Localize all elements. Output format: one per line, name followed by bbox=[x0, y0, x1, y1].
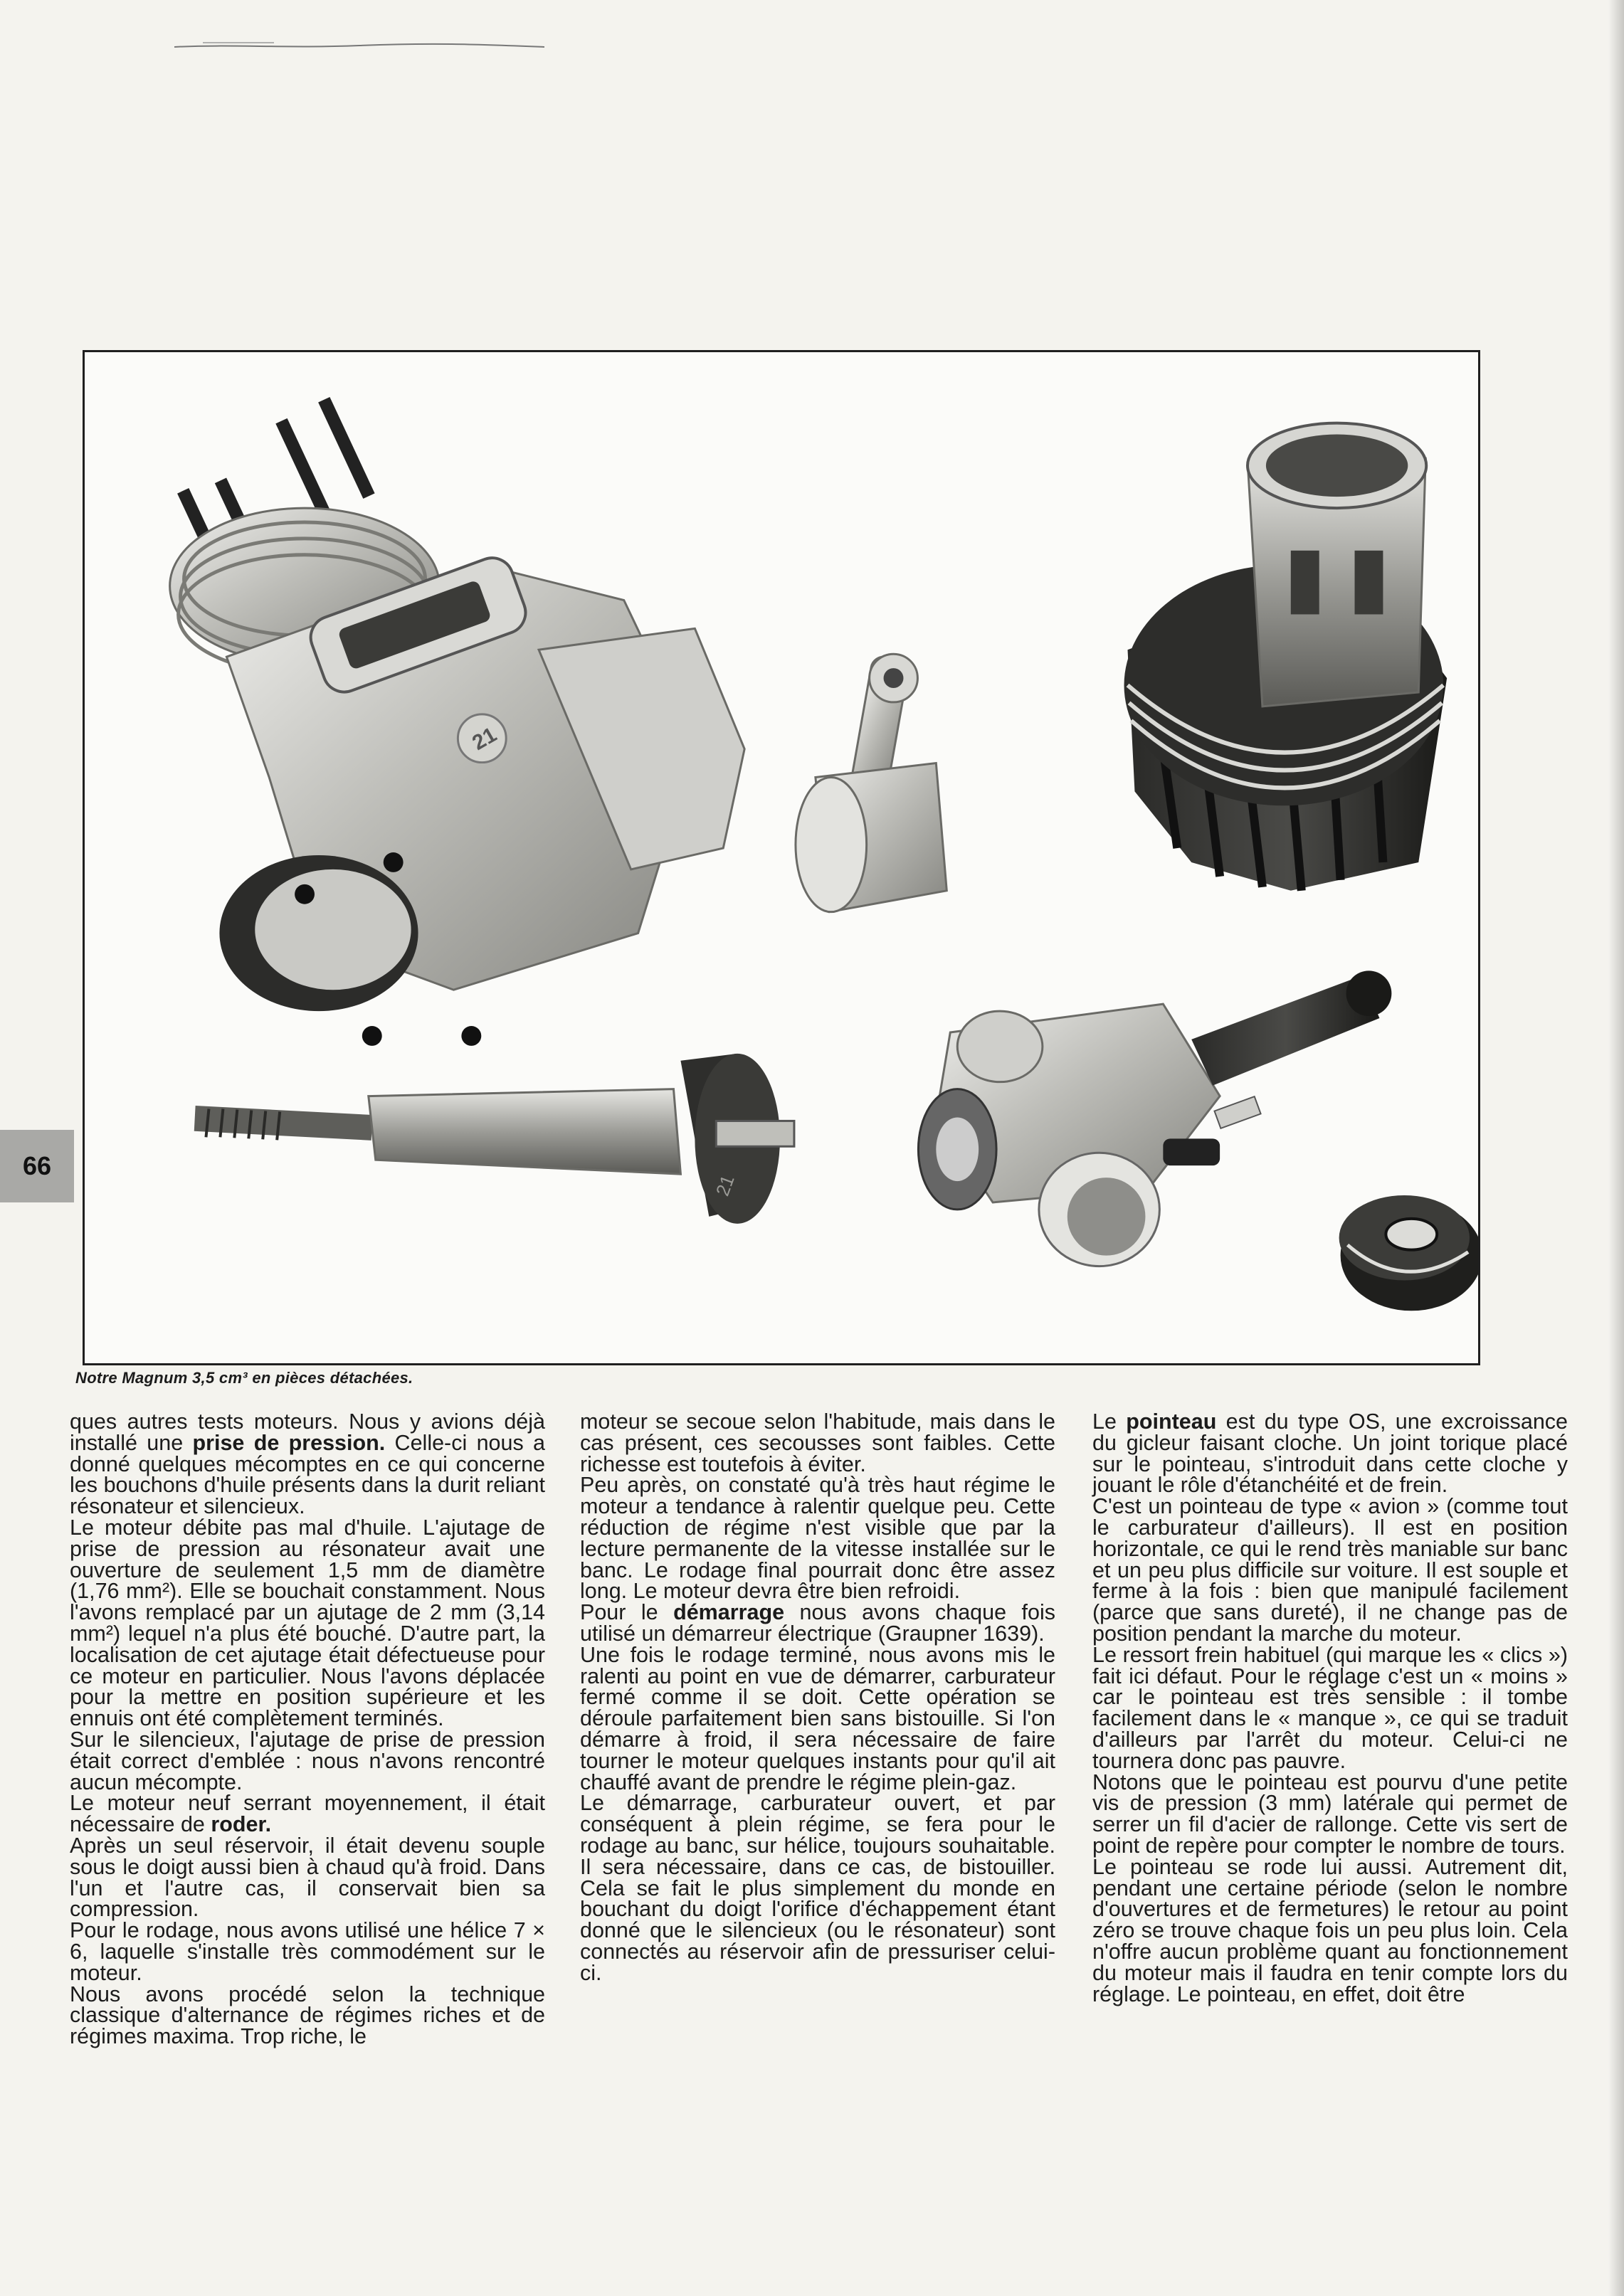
crankshaft-part bbox=[194, 1054, 794, 1224]
text-run: nous avons chaque fois utilisé un démarreur électrique (Graupner 1639). bbox=[580, 1600, 1055, 1646]
text-run: Notons que le pointeau est pourvu d'une petite vis de pression (3 mm) latérale qui permet de serrer un fil d'acier de rallonge. Cette vis sert de point de repère pour compter le nombre de tours. bbox=[1092, 1769, 1568, 1858]
text-run: Une fois le rodage terminé, nous avons mis le ralenti au point en vue de démarrer, carburateur fermé comme il se doit. Cette opération se déroule parfaitement bien sans bistouille. Si l'on démarre à froid, il sera nécessaire de faire tourner le moteur quelques instants pour qu'il ait chauffé avant de prendre le régime plein-gaz. bbox=[580, 1642, 1055, 1794]
highlight-term: démarrage bbox=[673, 1600, 785, 1625]
photo-caption: Notre Magnum 3,5 cm³ en pièces détachées. bbox=[75, 1369, 413, 1387]
paragraph bbox=[580, 1793, 1055, 1984]
text-run: Le démarrage, carburateur ouvert, et par conséquent à plein régime, se fera pour le rodage au banc, sur hélice, toujours souhaitable. Il sera nécessaire, dans ce cas, de bistouiller. Cela se fait le plus simplement du monde en bouchant du doigt l'orifice d'échappement étant donné que le silencieux (ou le résonateur) sont connectés au réservoir afin de pressuriser celui-ci. bbox=[580, 1791, 1055, 1985]
paragraph bbox=[70, 1793, 545, 1836]
paragraph bbox=[70, 1984, 545, 2048]
paragraph bbox=[1092, 1854, 1568, 2006]
paragraph bbox=[580, 1409, 1055, 1476]
text-run: Le ressort frein habituel (qui marque les « clics ») fait ici défaut. Pour le réglage c'est un « moins » car le pointeau est très sensible : il tombe facilement dans le « manque », ce qui se traduit d'ailleurs par l'arrêt du moteur. Celui-ci ne tournera donc pas pauvre. bbox=[1092, 1642, 1568, 1773]
text-run: Celle-ci nous a donné quelques mécomptes en ce qui concerne les bouchons d'huile présents dans la durit reliant résonateur et silencieux. bbox=[70, 1430, 545, 1519]
drive-disc-part bbox=[1339, 1195, 1478, 1311]
text-run: Après un seul réservoir, il était devenu souple sous le doigt aussi bien à chaud qu'à froid. Dans l'un et l'autre cas, il conservait bien sa compression. bbox=[70, 1833, 545, 1922]
text-run: Peu après, on constaté qu'à très haut régime le moteur a tendance à ralentir quelque peu. Cette réduction de régime n'est visible que par la lecture permanente de la vitesse installée sur le banc. Le rodage final pourrait donc être assez long. Le moteur devra être bien refroidi. bbox=[580, 1473, 1055, 1604]
crankshaft-stamp: 21 bbox=[712, 1173, 739, 1199]
text-run: Nous avons procédé selon la technique classique d'alternance de régimes riches et de régimes maxima. Trop riche, le bbox=[70, 1982, 545, 2049]
engine-parts-photo bbox=[83, 350, 1480, 1365]
paragraph bbox=[1092, 1642, 1568, 1773]
paragraph bbox=[70, 1920, 545, 1984]
highlight-term: pointeau bbox=[1126, 1409, 1217, 1434]
page-edge-shadow bbox=[1608, 0, 1624, 2296]
page-number-tab bbox=[0, 1130, 74, 1202]
crankcase-stamp: 21 bbox=[468, 722, 501, 756]
paragraph bbox=[70, 1833, 545, 1922]
text-run: Le moteur débite pas mal d'huile. L'ajutage de prise de pression au résonateur avait une ouverture de seulement 1,5 mm de diamètre (1,76 mm²). Elle se bouchait constamment. Nous l'avons remplacé par un ajutage de 2 mm (3,14 mm²) lequel n'a plus été bouché. D'autre part, la localisation de cet ajutage était défectueuse pour ce moteur en particulier. Nous l'avons déplacée pour la mettre en position supérieure et les ennuis ont été complètement terminés. bbox=[70, 1515, 545, 1731]
text-column-1 bbox=[70, 1409, 545, 2049]
text-column-2 bbox=[580, 1409, 1055, 1985]
paragraph bbox=[580, 1475, 1055, 1602]
text-run: Le moteur neuf serrant moyennement, il était nécessaire de bbox=[70, 1791, 545, 1837]
text-run: est du type OS, une excroissance du gicleur faisant cloche. Un joint torique placé sur le pointeau, s'introduit dans cette cloche y jouant le rôle d'étanchéité et de frein. bbox=[1092, 1409, 1568, 1498]
paragraph bbox=[580, 1642, 1055, 1794]
text-run: ques autres tests moteurs. Nous y avions déjà installé une bbox=[70, 1409, 545, 1455]
paragraph bbox=[70, 1409, 545, 1519]
text-run: C'est un pointeau de type « avion » (comme tout le carburateur d'ailleurs). Il est en position horizontale, ce qui le rend très maniable sur banc et un peu plus difficile sur voiture. Il est souple et ferme à la fois : bien que manipulé facilement (parce que sans dureté), il ne change pas de position pendant la marche du moteur. bbox=[1092, 1494, 1568, 1646]
text-run: Le pointeau se rode lui aussi. Autrement dit, pendant une certaine période (selon le nombre d'ouvertures et de fermetures) le retour au point zéro se trouve chaque fois un peu plus loin. Cela n'offre aucun problème quant au fonctionnement du moteur mais il faudra en tenir compte lors du réglage. Le pointeau, en effet, doit être bbox=[1092, 1854, 1568, 2006]
crankcase-part bbox=[170, 397, 745, 1046]
highlight-term: prise de pression. bbox=[192, 1430, 386, 1455]
text-run: Pour le rodage, nous avons utilisé une hélice 7 × 6, laquelle s'installe très commodément sur le moteur. bbox=[70, 1918, 545, 1985]
text-run: moteur se secoue selon l'habitude, mais dans le cas présent, ces secousses sont faibles. Cette richesse est toutefois à éviter. bbox=[580, 1409, 1055, 1476]
scan-artifact-line bbox=[174, 37, 544, 53]
piston-and-rod-part bbox=[796, 654, 947, 911]
paragraph bbox=[70, 1515, 545, 1731]
page-number: 66 bbox=[22, 1151, 52, 1180]
paragraph bbox=[580, 1602, 1055, 1645]
text-run: Pour le bbox=[580, 1600, 674, 1625]
highlight-term: roder. bbox=[211, 1812, 272, 1837]
paragraph bbox=[70, 1727, 545, 1794]
paragraph bbox=[1092, 1409, 1568, 1498]
text-run: Le bbox=[1092, 1409, 1127, 1434]
paragraph bbox=[1092, 1769, 1568, 1858]
paragraph bbox=[1092, 1496, 1568, 1645]
text-column-3 bbox=[1092, 1409, 1568, 2006]
text-run: Sur le silencieux, l'ajutage de prise de pression était correct d'emblée : nous n'avons rencontré aucun mécompte. bbox=[70, 1727, 545, 1794]
carburetor-part bbox=[918, 970, 1391, 1266]
cylinder-head-part bbox=[1124, 423, 1448, 891]
